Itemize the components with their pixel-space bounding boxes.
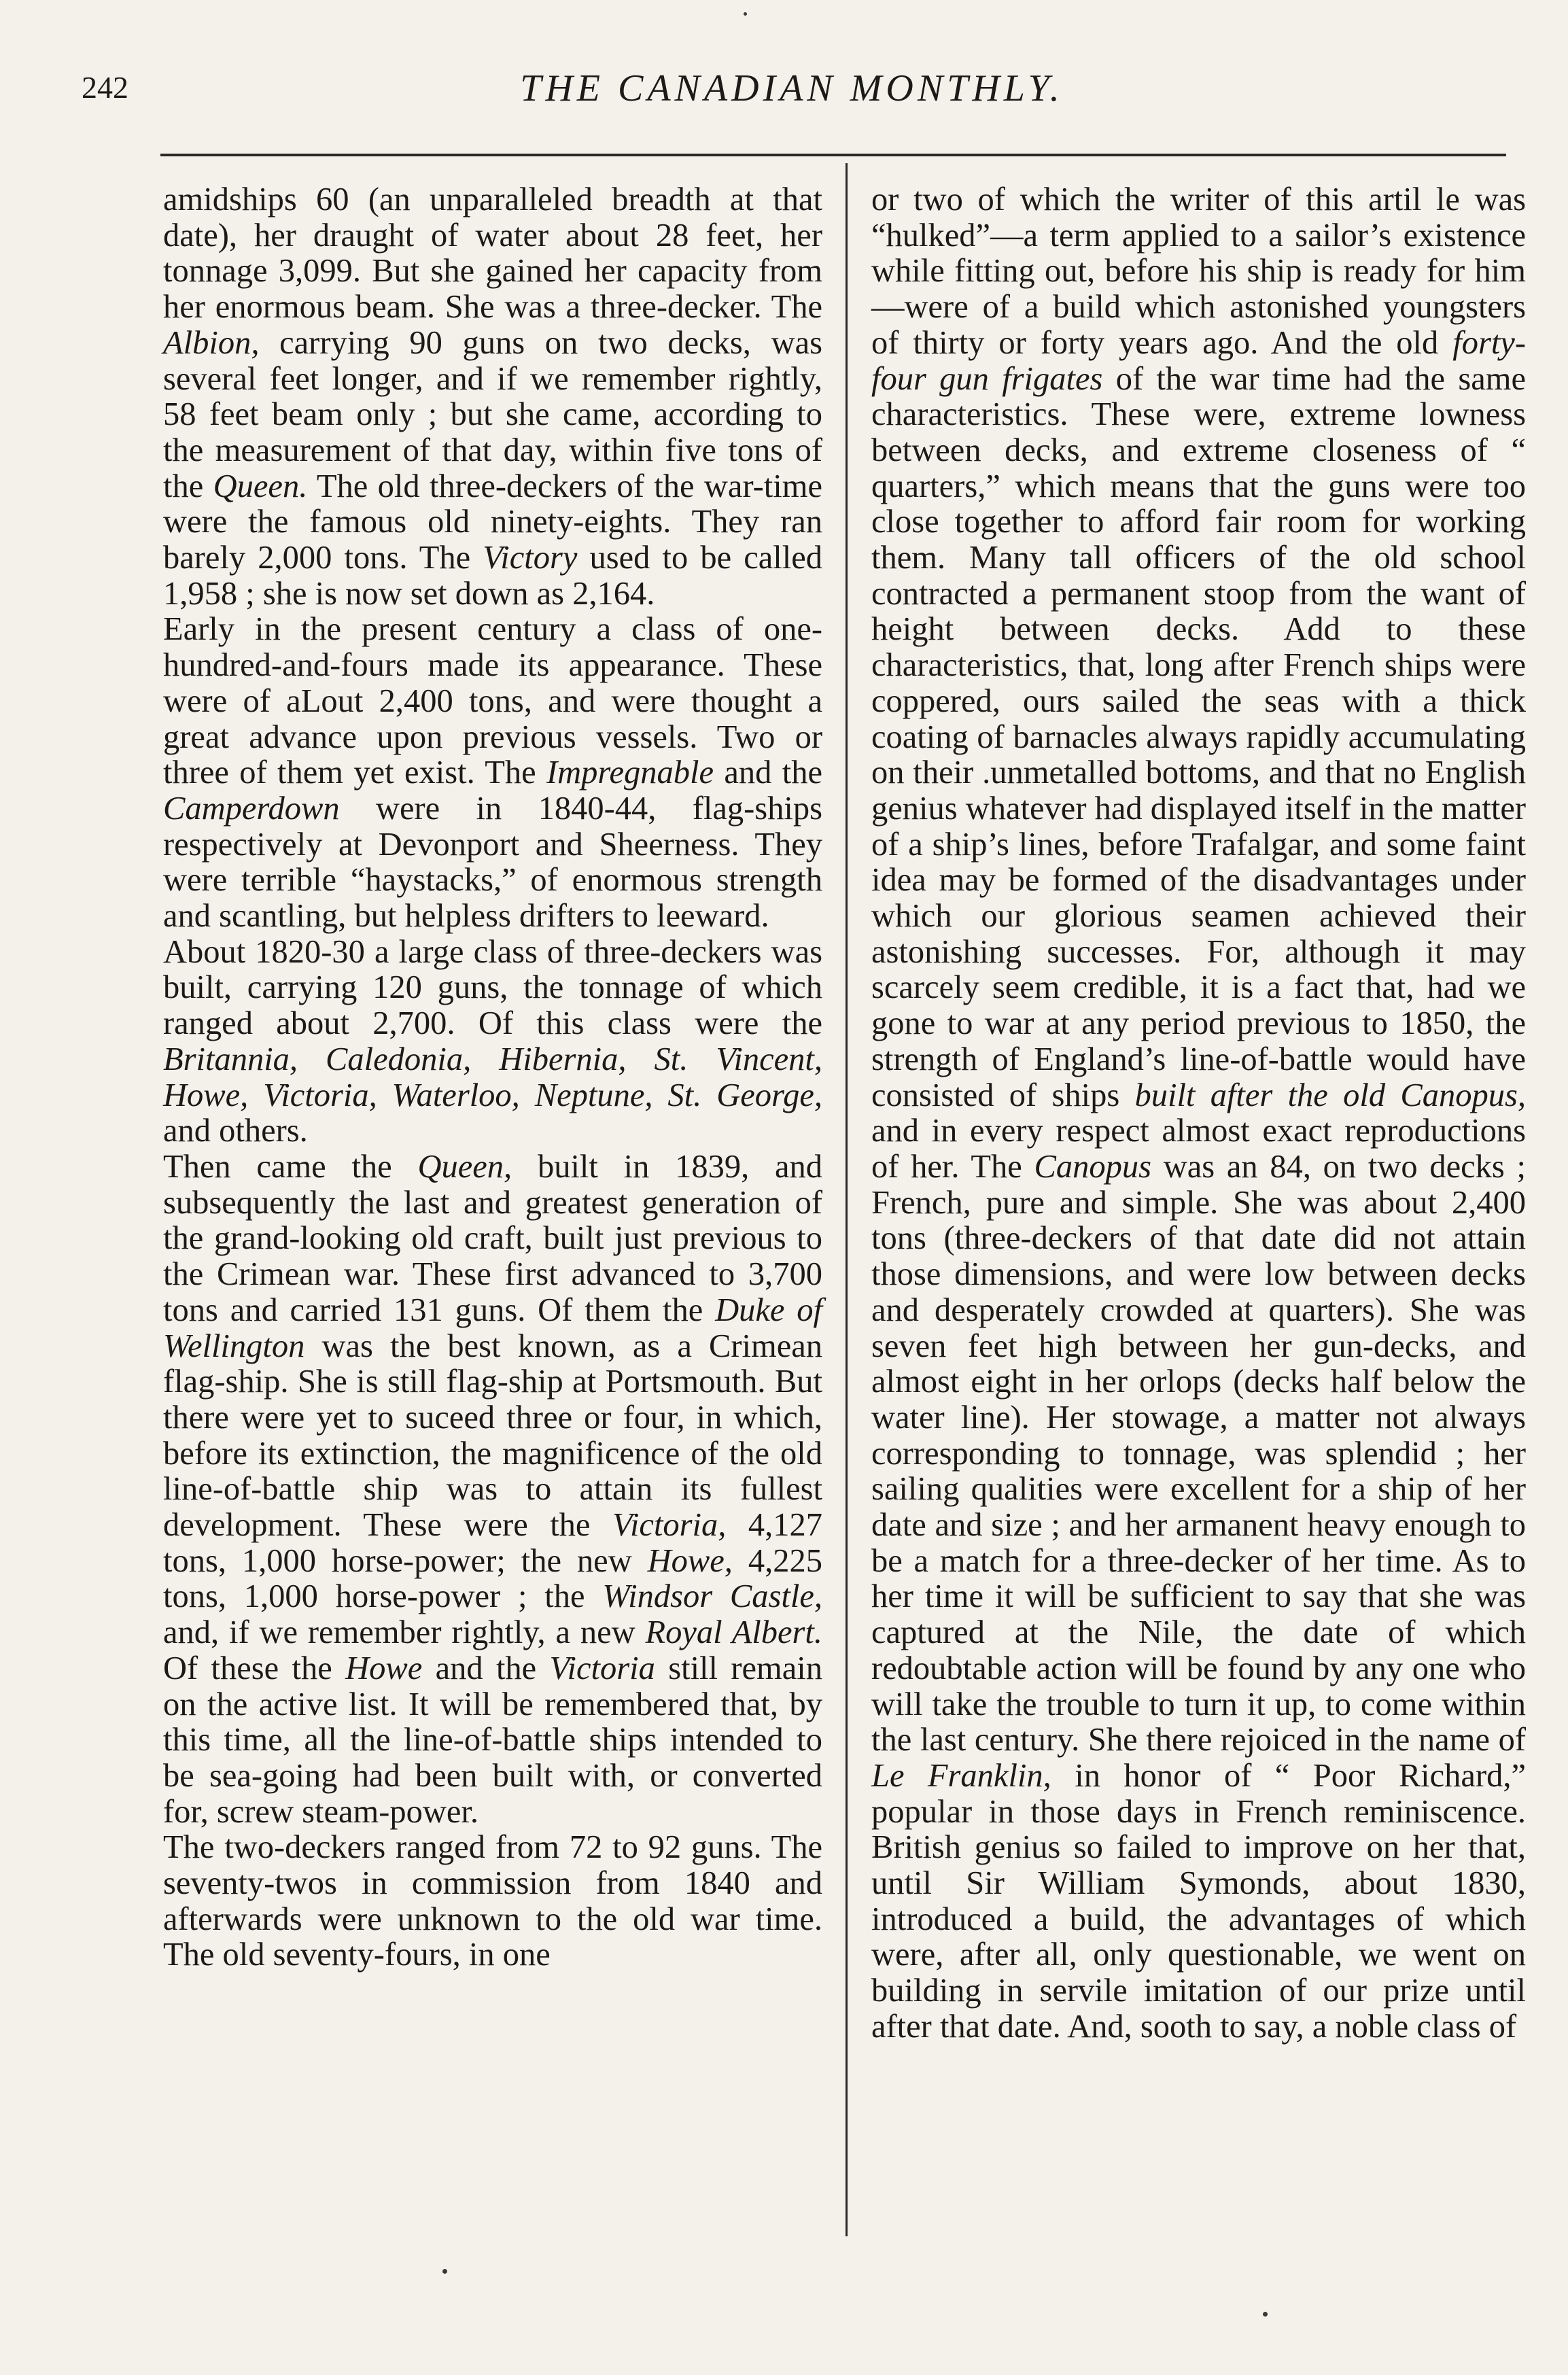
- text-run: built in 1839, and subsequently the last and greatest generation of the grand-looking old craft, built just previous to the Crimean war. These first advanced to 3,700 tons and carried 131 guns. Of them the: [163, 1148, 822, 1328]
- print-speck: [442, 2269, 447, 2274]
- running-title: THE CANADIAN MONTHLY.: [520, 67, 1064, 109]
- text-run: carrying 90 guns on two decks, was several feet longer, and if we remember rightly, 58 feet beam only ; but she came, according to the measurement of that day, within five tons of the: [163, 324, 822, 504]
- italic-text-run: Royal Albert.: [645, 1614, 822, 1651]
- italic-text-run: Duke of Wellington: [163, 1291, 822, 1364]
- italic-text-run: Le Franklin,: [871, 1757, 1051, 1794]
- paragraph: [163, 182, 822, 612]
- italic-text-run: built after the old Canopus,: [1134, 1077, 1526, 1113]
- paragraph: [871, 182, 1526, 2045]
- text-run: and the: [714, 755, 822, 791]
- paragraph: [163, 1830, 822, 1973]
- italic-text-run: Howe: [345, 1650, 423, 1686]
- text-run: still remain on the active list. It will be remembered that, by this time, all the line-of-battle ships intended to be sea-going had been built with, or converted for, screw steam-power.: [163, 1650, 822, 1830]
- print-speck: [744, 12, 747, 16]
- page-number: 242: [82, 70, 128, 105]
- text-run: 4,127 tons, 1,000 horse-power; the new: [163, 1507, 822, 1579]
- italic-text-run: Victoria: [549, 1650, 655, 1686]
- text-run: Then came the: [163, 1148, 418, 1185]
- text-run: was the best known, as a Crimean flag-ship. She is still flag-ship at Portsmouth. But there were yet to suceed three or four, in which, before its extinction, the magnificence of the old line-of-battle ship was to attain its fullest development. These were the: [163, 1328, 822, 1544]
- text-run: Of these the: [163, 1650, 346, 1686]
- print-speck: [1263, 2312, 1268, 2317]
- text-run: of the war time had the same characteristics. These were, extreme lowness between decks, and extreme closeness of “ quarters,” which means that the guns were too close together to afford fair room for working them. Many tall officers of the old school contracted a permanent stoop from the want of height between decks. Add to these characteristics, that, long after French ships were coppered, ours sailed the seas with a thick coating of barnacles always rapidly accumulating on their .unmetalled bottoms, and that no English genius whatever had displayed itself in the matter of a ship’s lines, before Trafalgar, and some faint idea may be formed of the disadvantages under which our glorious seamen achieved their astonishing successes. For, although it may scarcely seem credible, it is a fact that, had we gone to war at any period previous to 1850, the strength of England’s line-of-battle would have consisted of ships: [871, 360, 1526, 1113]
- text-run: used to be called 1,958 ; she is now set down as 2,164.: [163, 540, 822, 612]
- text-run: were in 1840-44, flag-ships respectively at Devonport and Sheerness. They were terrible “haystacks,” of enormous strength and scantling, but helpless drifters to leeward.: [163, 790, 822, 935]
- italic-text-run: Howe,: [647, 1542, 733, 1579]
- text-run: and the: [422, 1650, 550, 1686]
- text-run: and in every respect almost exact reproductions of her. The: [871, 1113, 1526, 1185]
- left-column: [163, 182, 822, 1973]
- italic-text-run: Victory: [483, 540, 578, 576]
- text-run: in honor of “ Poor Richard,” popular in those days in French reminiscence. British genius so failed to improve on her that, until Sir William Symonds, about 1830, introduced a build, the advantages of which were, after all, only questionable, we went on building in servile imitation of our prize until after that date. And, sooth to say, a noble class of: [871, 1757, 1527, 2045]
- text-run: was an 84, on two decks ; French, pure and simple. She was about 2,400 tons (three-deckers of that date did not attain those dimensions, and were low between decks and desperately crowded at quarters). She was seven feet high between her gun-decks, and almost eight in her orlops (decks half below the water line). Her stowage, a matter not always corresponding to tonnage, was splendid ; her sailing qualities were excellent for a ship of her date and size ; and her armanent heavy enough to be a match for a three-decker of her time. As to her time it will be sufficient to say that she was captured at the Nile, the date of which redoubtable action will be found by any one who will take the trouble to turn it up, to come within the last century. She there rejoiced in the name of: [871, 1148, 1527, 1758]
- paragraph: [163, 1149, 822, 1830]
- text-run: or two of which the writer of this artil le was “hulked”—a term applied to a sailor’s existence while fitting out, before his ship is ready for him—were of a build which astonished youngsters of thirty or forty years ago. And the old: [871, 181, 1526, 361]
- italic-text-run: Queen,: [417, 1148, 512, 1185]
- italic-text-run: Camperdown: [163, 790, 340, 827]
- italic-text-run: forty-four gun frigates: [871, 324, 1526, 397]
- text-run: 4,225 tons, 1,000 horse-power ; the: [163, 1542, 822, 1615]
- italic-text-run: Windsor Castle,: [602, 1578, 822, 1615]
- text-run: The old three-deckers of the war-time were the famous old ninety-eights. They ran barely 2,000 tons. The: [163, 468, 822, 576]
- text-run: and others.: [163, 1113, 308, 1149]
- text-run: amidships 60 (an unparalleled breadth at that date), her draught of water about 28 feet, her tonnage 3,099. But she gained her capacity from her enormous beam. She was a three-decker. The: [163, 181, 822, 326]
- header-rule: [160, 154, 1506, 156]
- page-header: [82, 63, 1502, 117]
- text-run: and, if we remember rightly, a new: [163, 1614, 646, 1651]
- text-run: About 1820-30 a large class of three-deckers was built, carrying 120 guns, the tonnage of which ranged about 2,700. Of this class were the: [163, 933, 822, 1042]
- italic-text-run: Britannia, Caledonia, Hibernia, St. Vincent, Howe, Victoria, Waterloo, Neptune, St. George,: [163, 1041, 822, 1113]
- paragraph: [163, 935, 822, 1149]
- text-run: Early in the present century a class of one-hundred-and-fours made its appearance. These were of aLout 2,400 tons, and were thought a great advance upon previous vessels. Two or three of them yet exist. The: [163, 611, 822, 791]
- italic-text-run: Victoria,: [612, 1507, 727, 1544]
- italic-text-run: Albion,: [163, 324, 260, 361]
- italic-text-run: Queen.: [213, 468, 308, 504]
- text-run: The two-deckers ranged from 72 to 92 guns. The seventy-twos in commission from 1840 and afterwards were unknown to the old war time. The old seventy-fours, in one: [163, 1829, 822, 1973]
- italic-text-run: Canopus: [1034, 1148, 1151, 1185]
- paragraph: [163, 612, 822, 934]
- right-column: [871, 182, 1526, 2045]
- column-divider: [846, 163, 848, 2236]
- italic-text-run: Impregnable: [546, 755, 714, 791]
